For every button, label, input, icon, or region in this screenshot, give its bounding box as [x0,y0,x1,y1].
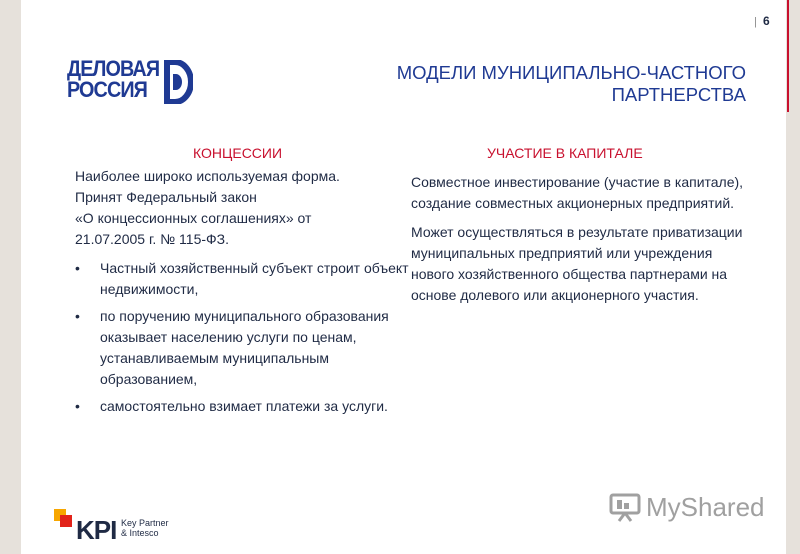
left-decor-bar [0,0,21,554]
title-line2: ПАРТНЕРСТВА [611,84,746,105]
page-title [397,62,746,106]
paragraph: Может осуществляться в результате приватизации муниципальных предприятий или учреждения нового хозяйственного общества партнерами на основе долевого или акционерного участия. [411,224,743,303]
intro-line: Принят Федеральный закон [75,189,257,205]
intro-line: Наиболее широко используемая форма. [75,168,340,184]
right-column-heading: УЧАСТИЕ В КАПИТАЛЕ [487,145,643,161]
intro-line: «О концессионных соглашениях» от [75,210,312,226]
kpi-logo [52,505,182,545]
intro-line: 21.07.2005 г. № 115-ФЗ. [75,231,230,247]
presentation-icon [608,492,642,522]
left-bullet-list [75,258,415,423]
kpi-sub-line2: & Intesco [121,528,159,538]
logo-d-icon [163,60,193,104]
logo-line1: ДЕЛОВАЯ [67,56,160,81]
delovaya-rossiya-logo [67,58,197,110]
left-intro [75,166,405,250]
accent-line [787,0,789,112]
list-item: • Частный хозяйственный субъект строит объект недвижимости, [75,258,415,300]
page-number: 6 [763,14,770,28]
logo-line2: РОССИЯ [67,77,148,102]
page-separator: | [754,16,757,28]
myshared-watermark [608,490,768,522]
title-line1: МОДЕЛИ МУНИЦИПАЛЬНО-ЧАСТНОГО [396,62,746,83]
list-item: • по поручению муниципального образования оказывает населению услуги по ценам, устанавливаемым муниципальным образованием, [75,306,415,390]
paragraph: Совместное инвестирование (участие в капитале), создание совместных акционерных предприятий. [411,174,744,211]
left-column-heading: КОНЦЕССИИ [193,145,283,161]
right-column-body [411,172,756,314]
kpi-mark-icon [52,507,74,531]
kpi-sub-line1: Key Partner [121,518,169,528]
kpi-subtitle [121,518,169,538]
watermark-text: MyShared [646,492,765,522]
kpi-label: KPI [76,515,117,545]
list-item: • самостоятельно взимает платежи за услуги. [75,396,415,417]
